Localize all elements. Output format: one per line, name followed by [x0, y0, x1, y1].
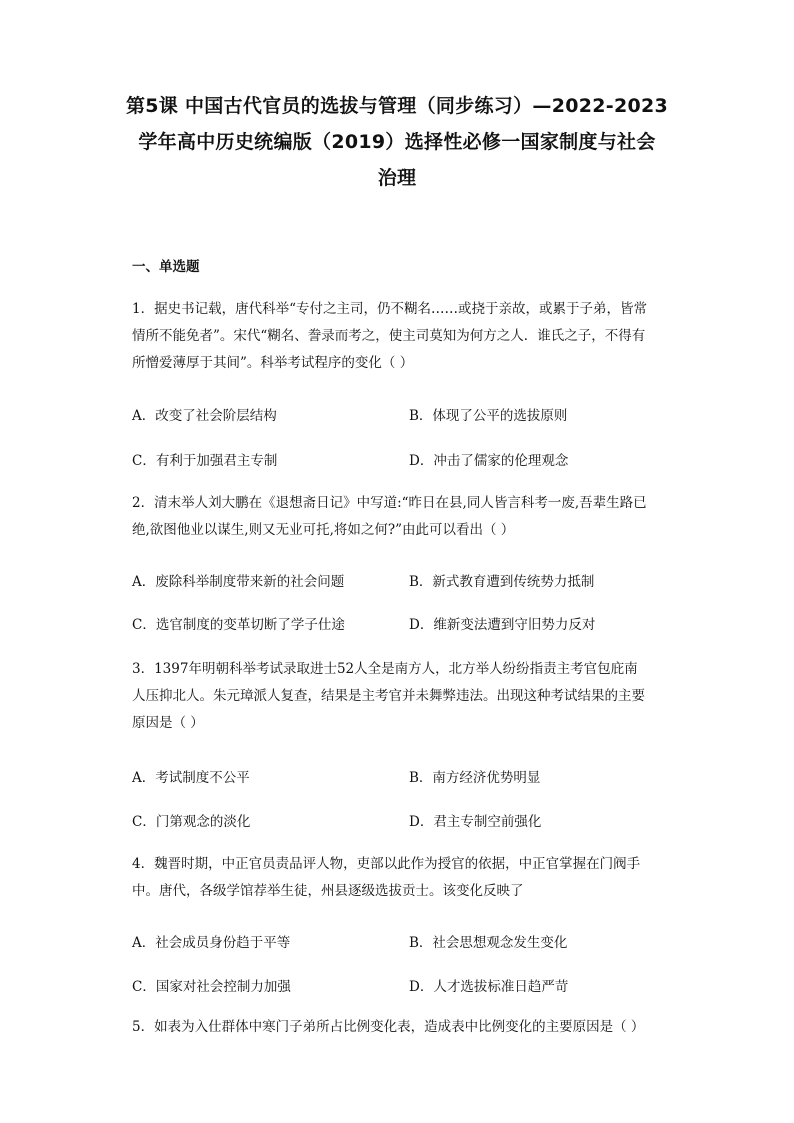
title-line: 治理	[377, 167, 417, 189]
option-d[interactable]: D．人才选拔标准日趋严苛	[409, 979, 569, 995]
question-2	[132, 490, 672, 544]
question-stem-line: 绝,欲图他业以谋生,则又无业可托,将如之何?”由此可以看出（ ）	[132, 522, 515, 538]
option-c[interactable]: C．选官制度的变革切断了学子仕途	[132, 617, 345, 633]
option-b[interactable]: B．南方经济优势明显	[409, 770, 541, 786]
question-5	[132, 1014, 672, 1041]
option-a[interactable]: A．改变了社会阶层结构	[132, 408, 277, 424]
option-b[interactable]: B．体现了公平的选拔原则	[409, 408, 568, 424]
question-1	[132, 296, 672, 377]
question-stem-line: 4．魏晋时期，中正官员责品评人物，吏部以此作为授官的依据，中正官掌握在门阀手	[132, 856, 641, 872]
question-stem-line: 3．1397年明朝科举考试录取进士52人全是南方人，北方举人纷纷指责主考官包庇南	[132, 661, 638, 677]
option-c[interactable]: C．有利于加强君主专制	[132, 453, 278, 469]
title-line: 第5课 中国古代官员的选拔与管理（同步练习）—2022-2023	[125, 95, 669, 117]
question-stem-line: 人压抑北人。朱元璋派人复查，结果是主考官并未舞弊违法。出现这种考试结果的主要	[132, 688, 645, 704]
option-b[interactable]: B．社会思想观念发生变化	[409, 935, 568, 951]
title-line: 学年高中历史统编版（2019）选择性必修一国家制度与社会	[138, 131, 656, 153]
option-a[interactable]: A．考试制度不公平	[132, 770, 250, 786]
question-4	[132, 851, 672, 905]
question-stem-line: 2．清末举人刘大鹏在《退想斋日记》中写道:“昨日在县,同人皆言科考一废,吾辈生路已	[132, 495, 647, 511]
option-b[interactable]: B．新式教育遭到传统势力抵制	[409, 574, 595, 590]
option-d[interactable]: D．冲击了儒家的伦理观念	[409, 453, 569, 469]
option-a[interactable]: A．社会成员身份趋于平等	[132, 935, 291, 951]
question-stem-line: 所憎爱薄厚于其间”。科举考试程序的变化（ ）	[132, 355, 414, 371]
option-c[interactable]: C．门第观念的淡化	[132, 814, 251, 830]
option-d[interactable]: D．维新变法遭到守旧势力反对	[409, 617, 596, 633]
question-stem-line: 中。唐代，各级学馆荐举生徒，州县逐级选拔贡士。该变化反映了	[132, 883, 524, 899]
question-stem-line: 原因是（ ）	[132, 715, 204, 731]
question-3	[132, 656, 672, 737]
question-stem-line: 情所不能免者”。宋代“糊名、誊录而考之，使主司莫知为何方之人．谁氏之子，不得有	[132, 328, 646, 344]
question-stem-line: 5．如表为入仕群体中寒门子弟所占比例变化表，造成表中比例变化的主要原因是（ ）	[132, 1019, 645, 1035]
option-c[interactable]: C．国家对社会控制力加强	[132, 979, 291, 995]
section-heading: 一、单选题	[132, 259, 200, 275]
document-title	[120, 88, 674, 196]
option-d[interactable]: D．君主专制空前强化	[409, 814, 542, 830]
option-a[interactable]: A．废除科举制度带来新的社会问题	[132, 574, 345, 590]
question-stem-line: 1．据史书记载，唐代科举“专付之主司，仍不糊名……或挠于亲故，或累于子弟，皆常	[132, 301, 647, 317]
